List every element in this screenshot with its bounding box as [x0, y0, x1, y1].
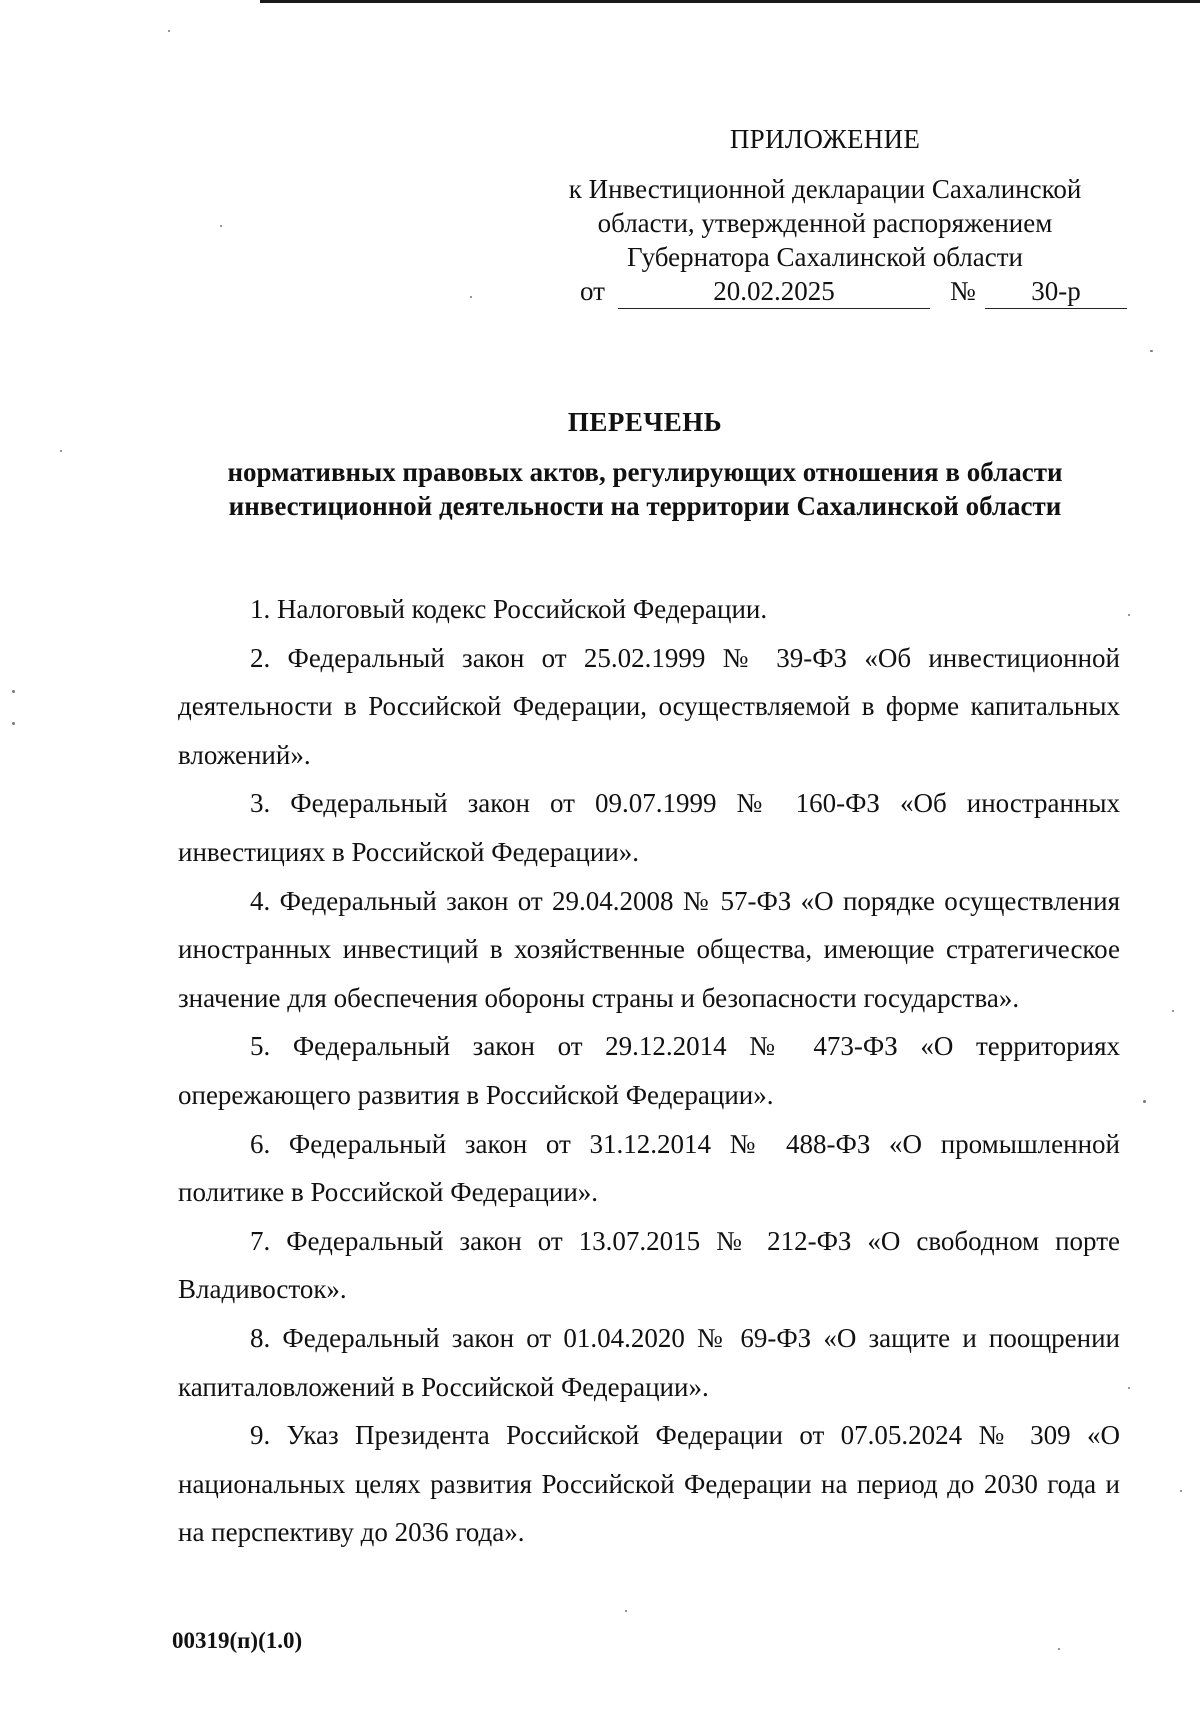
appendix-line: к Инвестиционной декларации Сахалинской [568, 174, 1082, 204]
list-item: 9. Указ Президента Российской Федерации от 07.05.2024 № 309 «О национальных целях развития Российской Федерации на период до 2030 года и на перспективу до 2036 года». [178, 1420, 1120, 1548]
acts-list [178, 585, 1120, 1557]
list-item: 8. Федеральный закон от 01.04.2020 № 69-ФЗ «О защите и поощрении капиталовложений в Российской Федерации». [178, 1322, 1120, 1402]
list-item: 4. Федеральный закон от 29.04.2008 № 57-ФЗ «О порядке осуществления иностранных инвестиций в хозяйственные общества, имеющие стратегическое значение для обеспечения обороны страны и безопасности государства». [178, 885, 1120, 1013]
appendix-line: Губернатора Сахалинской области [627, 242, 1023, 272]
top-border-line [260, 0, 1200, 3]
appendix-line: области, утвержденной распоряжением [597, 208, 1053, 238]
date-prefix: от [580, 276, 605, 306]
subtitle-line: инвестиционной деятельности на территории Сахалинской области [228, 491, 1062, 521]
appendix-title: ПРИЛОЖЕНИЕ [729, 124, 921, 154]
subtitle-line: нормативных правовых актов, регулирующих отношения в области [227, 457, 1063, 487]
list-item: 7. Федеральный закон от 13.07.2015 № 212-ФЗ «О свободном порте Владивосток». [178, 1225, 1120, 1305]
document-code: 00319(п)(1.0) [172, 1628, 303, 1653]
list-item: 5. Федеральный закон от 29.12.2014 № 473-ФЗ «О территориях опережающего развития в Российской Федерации». [178, 1031, 1120, 1110]
list-item: 3. Федеральный закон от 09.07.1999 № 160-ФЗ «Об иностранных инвестициях в Российской Федерации». [178, 788, 1120, 867]
document-title: ПЕРЕЧЕНЬ [567, 407, 723, 437]
document-subtitle [170, 455, 1120, 523]
list-item: 2. Федеральный закон от 25.02.1999 № 39-ФЗ «Об инвестиционной деятельности в Российской Федерации, осуществляемой в форме капитальных вложений». [178, 642, 1120, 770]
list-item: 1. Налоговый кодекс Российской Федерации. [250, 594, 768, 624]
list-item: 6. Федеральный закон от 31.12.2014 № 488-ФЗ «О промышленной политике в Российской Федерации». [178, 1128, 1120, 1208]
order-number: 30-р [985, 274, 1127, 309]
order-date: 20.02.2025 [618, 274, 930, 309]
number-sign: № [950, 276, 976, 306]
appendix-block [540, 122, 1110, 274]
